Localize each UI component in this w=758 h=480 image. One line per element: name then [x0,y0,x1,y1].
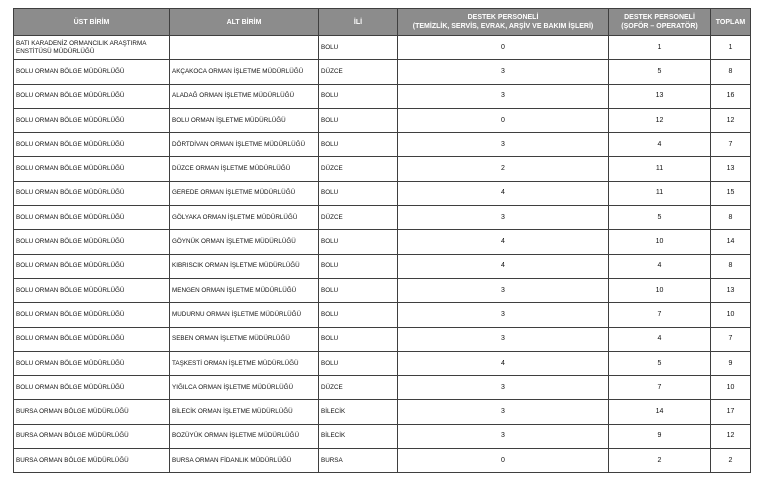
header-toplam: TOPLAM [711,9,751,36]
table-row [14,36,751,60]
cell-destek-temizlik: 3 [398,133,609,157]
cell-alt-birim: KIBRISCIK ORMAN İŞLETME MÜDÜRLÜĞÜ [170,254,319,278]
cell-alt-birim: BOLU ORMAN İŞLETME MÜDÜRLÜĞÜ [170,108,319,132]
cell-toplam: 8 [711,206,751,230]
table-row [14,449,751,473]
cell-destek-temizlik: 0 [398,449,609,473]
cell-alt-birim: MENGEN ORMAN İŞLETME MÜDÜRLÜĞÜ [170,278,319,302]
cell-destek-temizlik: 3 [398,60,609,84]
cell-destek-temizlik: 3 [398,424,609,448]
cell-destek-sofor: 5 [609,206,711,230]
header-alt-birim: ALT BİRİM [170,9,319,36]
cell-toplam: 7 [711,327,751,351]
cell-alt-birim: TAŞKESTİ ORMAN İŞLETME MÜDÜRLÜĞÜ [170,351,319,375]
cell-alt-birim [170,36,319,60]
table-row [14,278,751,302]
cell-toplam: 17 [711,400,751,424]
table-row [14,157,751,181]
cell-destek-sofor: 4 [609,254,711,278]
cell-destek-temizlik: 3 [398,278,609,302]
cell-toplam: 2 [711,449,751,473]
cell-toplam: 7 [711,133,751,157]
cell-destek-temizlik: 3 [398,206,609,230]
cell-ili: BİLECİK [319,424,398,448]
cell-ili: BOLU [319,327,398,351]
cell-ili: BURSA [319,449,398,473]
cell-ili: BOLU [319,303,398,327]
cell-ili: BOLU [319,254,398,278]
table-row [14,84,751,108]
cell-ust-birim: BOLU ORMAN BÖLGE MÜDÜRLÜĞÜ [14,84,170,108]
cell-toplam: 8 [711,254,751,278]
cell-destek-sofor: 7 [609,376,711,400]
cell-ust-birim: BOLU ORMAN BÖLGE MÜDÜRLÜĞÜ [14,351,170,375]
cell-destek-sofor: 14 [609,400,711,424]
cell-destek-temizlik: 2 [398,157,609,181]
cell-destek-sofor: 5 [609,351,711,375]
cell-ust-birim: BOLU ORMAN BÖLGE MÜDÜRLÜĞÜ [14,376,170,400]
table-row [14,60,751,84]
cell-destek-sofor: 4 [609,133,711,157]
cell-alt-birim: YIĞILCA ORMAN İŞLETME MÜDÜRLÜĞÜ [170,376,319,400]
cell-ust-birim: BOLU ORMAN BÖLGE MÜDÜRLÜĞÜ [14,133,170,157]
cell-ust-birim: BOLU ORMAN BÖLGE MÜDÜRLÜĞÜ [14,230,170,254]
cell-alt-birim: DÖRTDİVAN ORMAN İŞLETME MÜDÜRLÜĞÜ [170,133,319,157]
table-row [14,400,751,424]
cell-toplam: 1 [711,36,751,60]
header-destek-sofor-line1: DESTEK PERSONELİ [624,14,695,21]
cell-destek-temizlik: 0 [398,108,609,132]
cell-ust-birim: BOLU ORMAN BÖLGE MÜDÜRLÜĞÜ [14,181,170,205]
cell-destek-temizlik: 3 [398,327,609,351]
cell-toplam: 16 [711,84,751,108]
cell-destek-sofor: 9 [609,424,711,448]
cell-destek-temizlik: 4 [398,230,609,254]
cell-ili: DÜZCE [319,60,398,84]
cell-alt-birim: ALADAĞ ORMAN İŞLETME MÜDÜRLÜĞÜ [170,84,319,108]
cell-alt-birim: BİLECİK ORMAN İŞLETME MÜDÜRLÜĞÜ [170,400,319,424]
cell-destek-temizlik: 4 [398,254,609,278]
table-row [14,230,751,254]
cell-destek-sofor: 10 [609,230,711,254]
cell-ili: DÜZCE [319,206,398,230]
cell-toplam: 10 [711,376,751,400]
cell-alt-birim: GÖYNÜK ORMAN İŞLETME MÜDÜRLÜĞÜ [170,230,319,254]
cell-alt-birim: DÜZCE ORMAN İŞLETME MÜDÜRLÜĞÜ [170,157,319,181]
table-row [14,108,751,132]
cell-destek-sofor: 7 [609,303,711,327]
cell-destek-sofor: 11 [609,157,711,181]
cell-destek-temizlik: 0 [398,36,609,60]
header-destek-sofor-line2: (ŞOFÖR – OPERATÖR) [621,23,698,30]
cell-destek-sofor: 4 [609,327,711,351]
cell-ust-birim: BURSA ORMAN BÖLGE MÜDÜRLÜĞÜ [14,449,170,473]
cell-ust-birim: BOLU ORMAN BÖLGE MÜDÜRLÜĞÜ [14,254,170,278]
header-destek-sofor [609,9,711,36]
table-row [14,133,751,157]
cell-ust-birim: BOLU ORMAN BÖLGE MÜDÜRLÜĞÜ [14,303,170,327]
cell-ust-birim: BATI KARADENİZ ORMANCILIK ARAŞTIRMA ENSTİTÜSÜ MÜDÜRLÜĞÜ [14,36,170,60]
cell-ust-birim: BOLU ORMAN BÖLGE MÜDÜRLÜĞÜ [14,157,170,181]
table-row [14,254,751,278]
cell-alt-birim: MUDURNU ORMAN İŞLETME MÜDÜRLÜĞÜ [170,303,319,327]
cell-ili: BOLU [319,36,398,60]
cell-destek-temizlik: 3 [398,303,609,327]
cell-alt-birim: SEBEN ORMAN İŞLETME MÜDÜRLÜĞÜ [170,327,319,351]
cell-destek-sofor: 11 [609,181,711,205]
cell-ili: BOLU [319,230,398,254]
table-row [14,303,751,327]
table-row [14,351,751,375]
cell-toplam: 14 [711,230,751,254]
cell-ili: BOLU [319,84,398,108]
cell-ili: BOLU [319,181,398,205]
cell-destek-temizlik: 3 [398,400,609,424]
header-ili: İLİ [319,9,398,36]
personnel-table [13,8,751,473]
cell-ili: BOLU [319,351,398,375]
cell-destek-sofor: 12 [609,108,711,132]
cell-alt-birim: BOZÜYÜK ORMAN İŞLETME MÜDÜRLÜĞÜ [170,424,319,448]
cell-destek-sofor: 5 [609,60,711,84]
cell-alt-birim: GÖLYAKA ORMAN İŞLETME MÜDÜRLÜĞÜ [170,206,319,230]
cell-destek-temizlik: 4 [398,181,609,205]
table-row [14,206,751,230]
header-row [14,9,751,36]
cell-ili: BİLECİK [319,400,398,424]
cell-ili: BOLU [319,133,398,157]
cell-toplam: 12 [711,108,751,132]
cell-destek-sofor: 2 [609,449,711,473]
cell-ili: DÜZCE [319,157,398,181]
cell-alt-birim: GEREDE ORMAN İŞLETME MÜDÜRLÜĞÜ [170,181,319,205]
cell-destek-temizlik: 4 [398,351,609,375]
cell-ust-birim: BURSA ORMAN BÖLGE MÜDÜRLÜĞÜ [14,424,170,448]
cell-alt-birim: BURSA ORMAN FİDANLIK MÜDÜRLÜĞÜ [170,449,319,473]
cell-destek-sofor: 10 [609,278,711,302]
cell-toplam: 15 [711,181,751,205]
cell-ili: BOLU [319,278,398,302]
cell-toplam: 12 [711,424,751,448]
cell-destek-sofor: 13 [609,84,711,108]
cell-ust-birim: BOLU ORMAN BÖLGE MÜDÜRLÜĞÜ [14,327,170,351]
header-ust-birim: ÜST BİRİM [14,9,170,36]
cell-destek-temizlik: 3 [398,84,609,108]
header-destek-temizlik-line1: DESTEK PERSONELİ [467,14,539,21]
cell-alt-birim: AKÇAKOCA ORMAN İŞLETME MÜDÜRLÜĞÜ [170,60,319,84]
cell-ust-birim: BURSA ORMAN BÖLGE MÜDÜRLÜĞÜ [14,400,170,424]
cell-destek-sofor: 1 [609,36,711,60]
cell-destek-temizlik: 3 [398,376,609,400]
cell-toplam: 13 [711,157,751,181]
cell-toplam: 10 [711,303,751,327]
header-destek-temizlik [398,9,609,36]
table-row [14,181,751,205]
table-row [14,424,751,448]
cell-ust-birim: BOLU ORMAN BÖLGE MÜDÜRLÜĞÜ [14,278,170,302]
cell-ust-birim: BOLU ORMAN BÖLGE MÜDÜRLÜĞÜ [14,206,170,230]
cell-toplam: 13 [711,278,751,302]
table-row [14,376,751,400]
cell-ili: DÜZCE [319,376,398,400]
cell-ust-birim: BOLU ORMAN BÖLGE MÜDÜRLÜĞÜ [14,60,170,84]
cell-toplam: 8 [711,60,751,84]
cell-toplam: 9 [711,351,751,375]
cell-ust-birim: BOLU ORMAN BÖLGE MÜDÜRLÜĞÜ [14,108,170,132]
header-destek-temizlik-line2: (TEMİZLİK, SERVİS, EVRAK, ARŞİV VE BAKIM İŞLERİ) [412,23,594,30]
table-row [14,327,751,351]
cell-ili: BOLU [319,108,398,132]
